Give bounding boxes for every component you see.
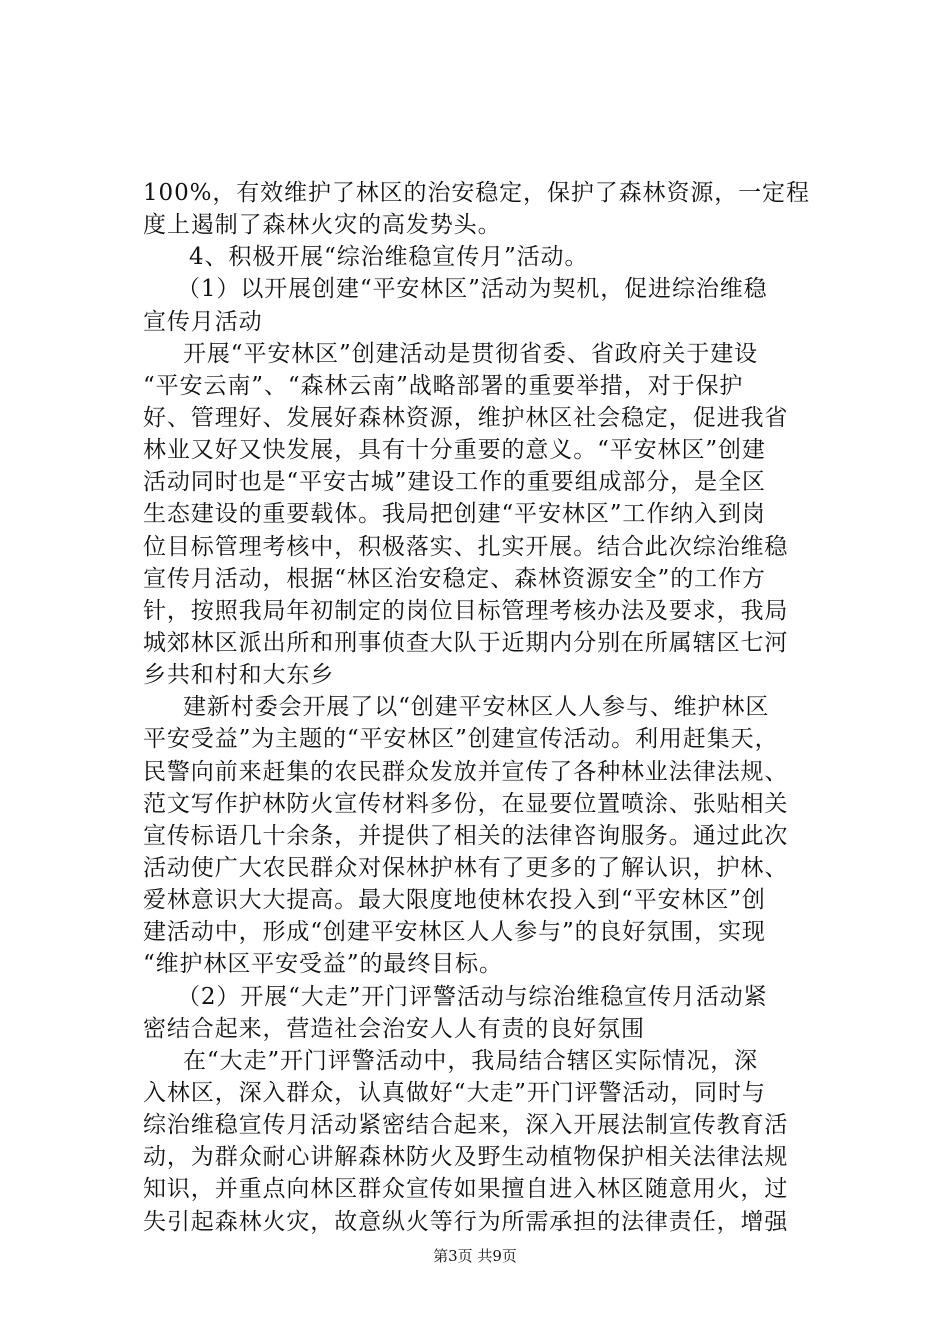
document-body xyxy=(143,177,833,1238)
text-line: 城郊林区派出所和刑事侦查大队于近期内分别在所属辖区七河 xyxy=(143,629,789,656)
text-line: （1）以开展创建“平安林区”活动为契机，促进综治维稳 xyxy=(177,276,768,303)
text-line: 动，为群众耐心讲解森林防火及野生动植物保护相关法律法规 xyxy=(143,1144,789,1171)
text-line: “维护林区平安受益”的最终目标。 xyxy=(143,951,503,978)
text-line: 密结合起来，营造社会治安人人有责的良好氛围 xyxy=(143,1015,645,1042)
text-line: 爱林意识大大提高。最大限度地使林农投入到“平安林区”创 xyxy=(143,887,766,914)
page-footer: 第3页 共9页 xyxy=(433,1247,517,1265)
text-line: 100%，有效维护了林区的治安稳定，保护了森林资源，一定程 xyxy=(143,180,810,206)
text-line: 范文写作护林防火宣传材料多份，在显要位置喷涂、张贴相关 xyxy=(143,790,789,817)
text-line: 宣传月活动，根据“林区治安稳定、森林资源安全”的工作方 xyxy=(143,565,766,592)
text-line: 度上遏制了森林火灾的高发势头。 xyxy=(143,212,502,239)
text-line: 生态建设的重要载体。我局把创建“平安林区”工作纳入到岗 xyxy=(143,501,766,528)
text-line: 在“大走”开门评警活动中，我局结合辖区实际情况，深 xyxy=(183,1047,759,1074)
text-line: 林业又好又快发展，具有十分重要的意义。“平安林区”创建 xyxy=(143,437,766,464)
text-line: “平安云南”、“森林云南”战略部署的重要举措，对于保护 xyxy=(143,372,744,399)
text-line: 乡共和村和大东乡 xyxy=(143,662,335,689)
text-line: 宣传月活动 xyxy=(143,308,263,335)
text-line: 民警向前来赶集的农民群众发放并宣传了各种林业法律法规、 xyxy=(143,758,789,785)
text-line: 开展“平安林区”创建活动是贯彻省委、省政府关于建设 xyxy=(183,340,759,367)
text-line: 活动使广大农民群众对保林护林有了更多的了解认识，护林、 xyxy=(143,854,789,881)
text-line: （2）开展“大走”开门评警活动与综治维稳宣传月活动紧 xyxy=(177,983,768,1010)
text-line: 好、管理好、发展好森林资源，维护林区社会稳定，促进我省 xyxy=(143,404,789,431)
text-line: 建新村委会开展了以“创建平安林区人人参与、维护林区 xyxy=(183,694,770,721)
text-line: 知识，并重点向林区群众宣传如果擅自进入林区随意用火，过 xyxy=(143,1176,789,1203)
text-line: 平安受益”为主题的“平安林区”创建宣传活动。利用赶集天， xyxy=(143,726,779,753)
text-line: 失引起森林火灾，故意纵火等行为所需承担的法律责任，增强 xyxy=(143,1208,789,1235)
text-line: 综治维稳宣传月活动紧密结合起来，深入开展法制宣传教育活 xyxy=(143,1112,789,1139)
text-line: 活动同时也是“平安古城”建设工作的重要组成部分，是全区 xyxy=(143,469,766,496)
text-line: 建活动中，形成“创建平安林区人人参与”的良好氛围，实现 xyxy=(143,919,766,946)
text-line: 4、积极开展“综治维稳宣传月”活动。 xyxy=(189,244,589,271)
text-line: 针，按照我局年初制定的岗位目标管理考核办法及要求，我局 xyxy=(143,597,789,624)
text-line: 宣传标语几十余条，并提供了相关的法律咨询服务。通过此次 xyxy=(143,822,789,849)
text-line: 入林区，深入群众，认真做好“大走”开门评警活动，同时与 xyxy=(143,1079,766,1106)
text-line: 位目标管理考核中，积极落实、扎实开展。结合此次综治维稳 xyxy=(143,533,789,560)
